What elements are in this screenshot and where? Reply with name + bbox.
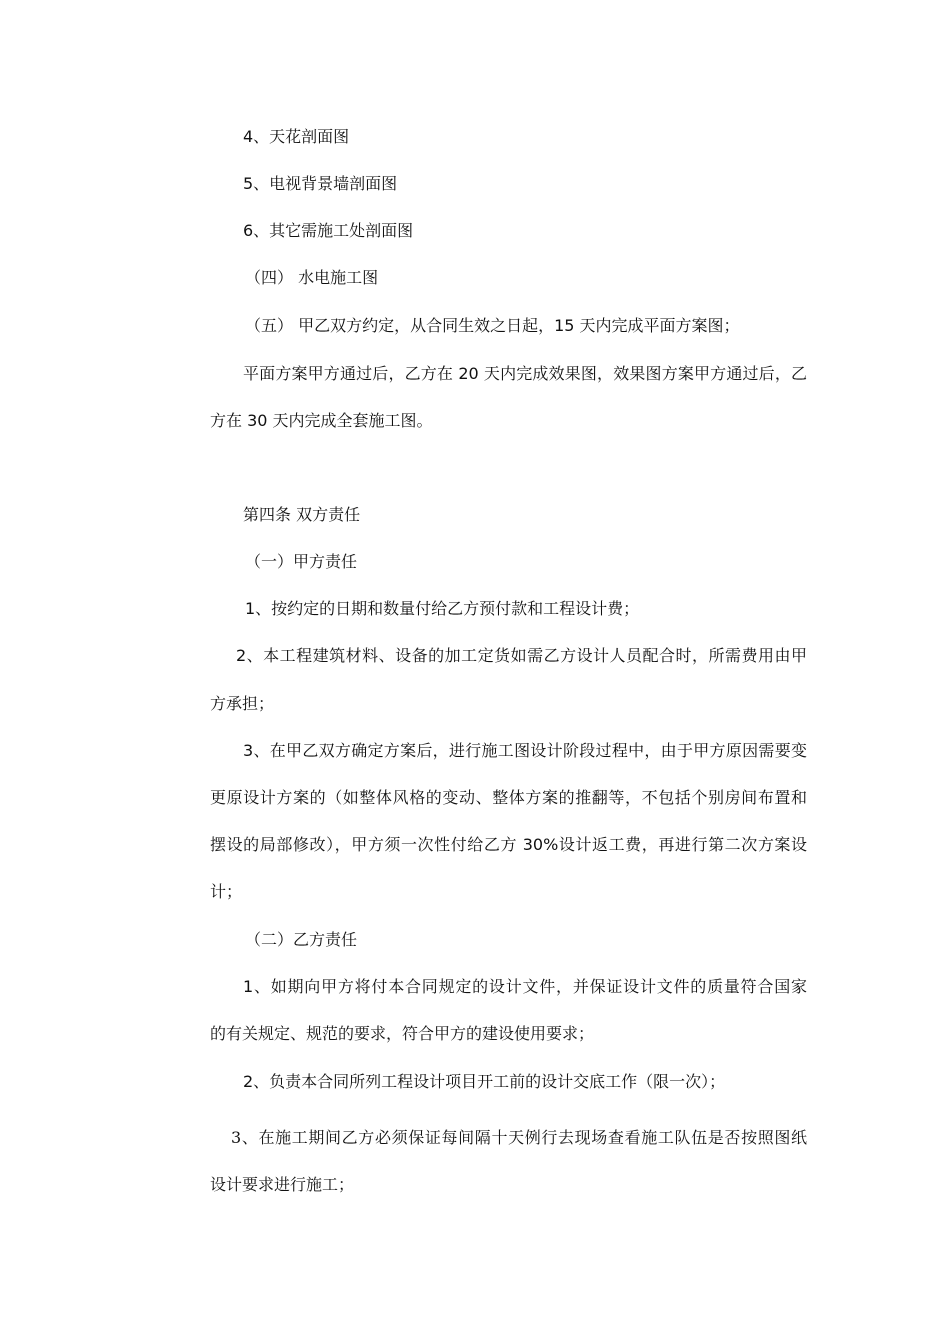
section-five-text: （五） 甲乙双方约定，从合同生效之日起，15 天内完成平面方案图； <box>245 316 740 335</box>
schedule-paragraph-line: 平面方案甲方通过后，乙方在 20 天内完成效果图，效果图方案甲方通过后，乙 <box>243 364 807 383</box>
list-item-ceiling-section: 4、天花剖面图 <box>243 127 350 146</box>
party-b-item-line: 3、在施工期间乙方必须保证每间隔十天例行去现场查看施工队伍是否按照图纸 <box>231 1128 807 1147</box>
party-a-heading: （一）甲方责任 <box>245 552 358 571</box>
party-b-item-line: 1、如期向甲方将付本合同规定的设计文件，并保证设计文件的质量符合国家 <box>243 977 807 996</box>
party-b-item: 2、负责本合同所列工程设计项目开工前的设计交底工作（限一次）； <box>243 1072 726 1091</box>
party-b-item-line: 的有关规定、规范的要求，符合甲方的建设使用要求； <box>210 1024 595 1043</box>
party-a-item-line: 更原设计方案的（如整体风格的变动、整体方案的推翻等，不包括个别房间布置和 <box>210 788 807 807</box>
party-a-item-line: 摆设的局部修改），甲方须一次性付给乙方 30%设计返工费，再进行第二次方案设 <box>210 835 807 854</box>
section-four-heading: （四） 水电施工图 <box>245 268 379 287</box>
party-a-item-line: 2、本工程建筑材料、设备的加工定货如需乙方设计人员配合时，所需费用由甲 <box>236 646 807 665</box>
list-item-tv-wall-section: 5、电视背景墙剖面图 <box>243 174 398 193</box>
party-b-heading: （二）乙方责任 <box>245 930 358 949</box>
schedule-paragraph-line: 方在 30 天内完成全套施工图。 <box>210 411 433 430</box>
party-a-item-line: 方承担； <box>210 694 275 713</box>
article-four-title: 第四条 双方责任 <box>243 505 361 524</box>
party-a-item: 1、按约定的日期和数量付给乙方预付款和工程设计费； <box>245 599 640 618</box>
party-b-item-line: 设计要求进行施工； <box>210 1175 355 1194</box>
party-a-item-line: 计； <box>210 882 243 901</box>
list-item-other-section: 6、其它需施工处剖面图 <box>243 221 414 240</box>
party-a-item-line: 3、在甲乙双方确定方案后，进行施工图设计阶段过程中，由于甲方原因需要变 <box>243 741 807 760</box>
